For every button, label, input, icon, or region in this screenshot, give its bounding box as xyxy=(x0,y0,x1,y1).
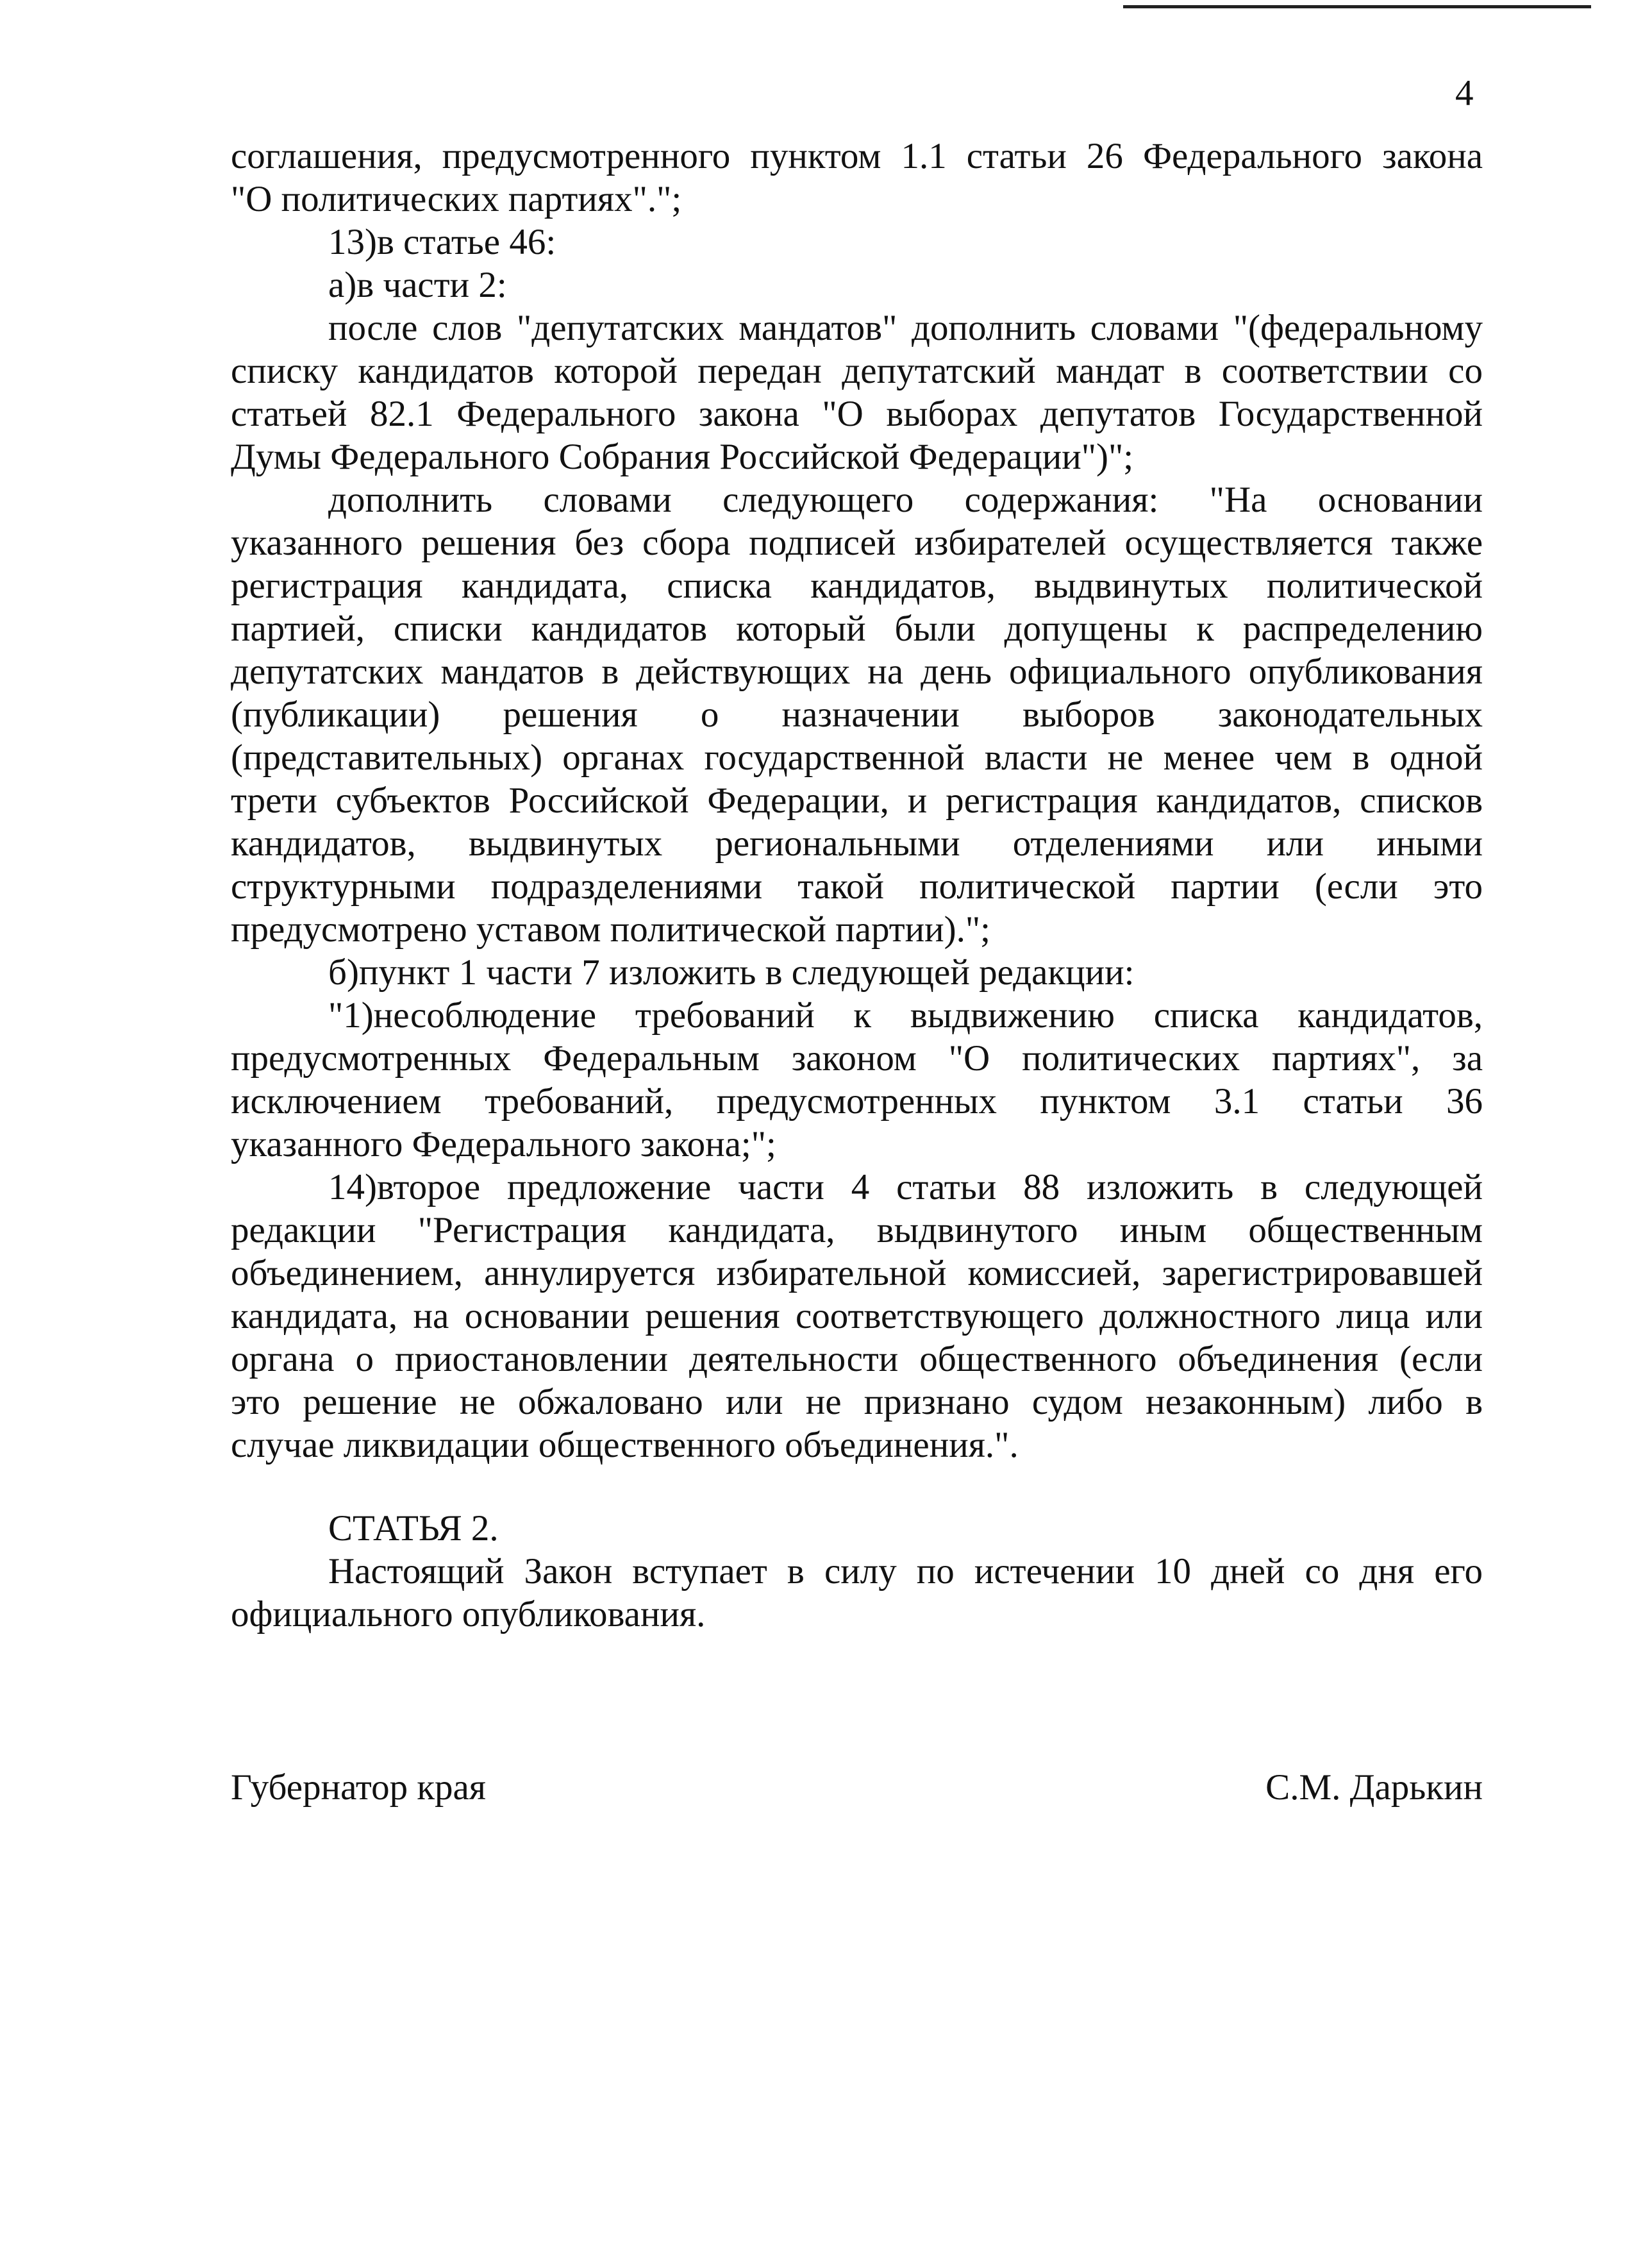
text-line: кандидата, на основании решения соответствующего должностного лица или xyxy=(231,1296,1483,1336)
text-line: 13)в статье 46: xyxy=(328,222,556,262)
text-line: предусмотренных Федеральным законом "О политических партиях", за xyxy=(231,1038,1483,1079)
text-line: Настоящий Закон вступает в силу по истечении 10 дней со дня его xyxy=(328,1551,1483,1592)
text-line: "О политических партиях"."; xyxy=(231,179,682,219)
text-line: официального опубликования. xyxy=(231,1594,706,1634)
text-line: дополнить словами следующего содержания: "На основании xyxy=(328,480,1483,520)
text-line: указанного решения без сбора подписей избирателей осуществляется также xyxy=(231,523,1483,563)
text-line: списку кандидатов которой передан депутатский мандат в соответствии со xyxy=(231,351,1483,391)
text-line: б)пункт 1 части 7 изложить в следующей редакции: xyxy=(328,952,1135,993)
text-line: партией, списки кандидатов который были допущены к распределению xyxy=(231,609,1483,649)
signatory-position: Губернатор края xyxy=(231,1767,487,1808)
text-line: а)в части 2: xyxy=(328,265,507,305)
text-line: указанного Федерального закона;"; xyxy=(231,1124,776,1164)
text-line: органа о приостановлении деятельности общественного объединения (если xyxy=(231,1339,1483,1379)
text-line: объединением, аннулируется избирательной комиссией, зарегистрировавшей xyxy=(231,1253,1483,1293)
text-line: регистрация кандидата, списка кандидатов, выдвинутых политической xyxy=(231,566,1483,606)
text-line: статьей 82.1 Федерального закона "О выборах депутатов Государственной xyxy=(231,394,1483,434)
text-line: "1)несоблюдение требований к выдвижению списка кандидатов, xyxy=(328,995,1483,1036)
text-line: (представительных) органах государственной власти не менее чем в одной xyxy=(231,737,1483,778)
text-line: это решение не обжаловано или не признано судом незаконным) либо в xyxy=(231,1382,1483,1422)
text-line: редакции "Регистрация кандидата, выдвинутого иным общественным xyxy=(231,1210,1483,1250)
text-line: депутатских мандатов в действующих на день официального опубликования xyxy=(231,651,1483,692)
text-line: предусмотрено уставом политической партии)."; xyxy=(231,909,990,950)
page-number: 4 xyxy=(1455,73,1474,113)
signatory-name: С.М. Дарькин xyxy=(1265,1767,1483,1808)
article-heading: СТАТЬЯ 2. xyxy=(328,1508,499,1549)
text-line: соглашения, предусмотренного пунктом 1.1 статьи 26 Федерального закона xyxy=(231,136,1483,176)
text-line: Думы Федерального Собрания Российской Федерации")"; xyxy=(231,437,1134,477)
text-line: структурными подразделениями такой политической партии (если это xyxy=(231,866,1483,907)
text-line: 14)второе предложение части 4 статьи 88 изложить в следующей xyxy=(328,1167,1483,1207)
text-line: случае ликвидации общественного объединения.". xyxy=(231,1425,1019,1465)
top-rule xyxy=(1123,5,1591,8)
text-line: исключением требований, предусмотренных пунктом 3.1 статьи 36 xyxy=(231,1081,1483,1121)
text-line: после слов "депутатских мандатов" дополнить словами "(федеральному xyxy=(328,308,1483,348)
text-line: (публикации) решения о назначении выборов законодательных xyxy=(231,694,1483,735)
text-line: кандидатов, выдвинутых региональными отделениями или иными xyxy=(231,823,1483,864)
text-line: трети субъектов Российской Федерации, и регистрация кандидатов, списков xyxy=(231,780,1483,821)
